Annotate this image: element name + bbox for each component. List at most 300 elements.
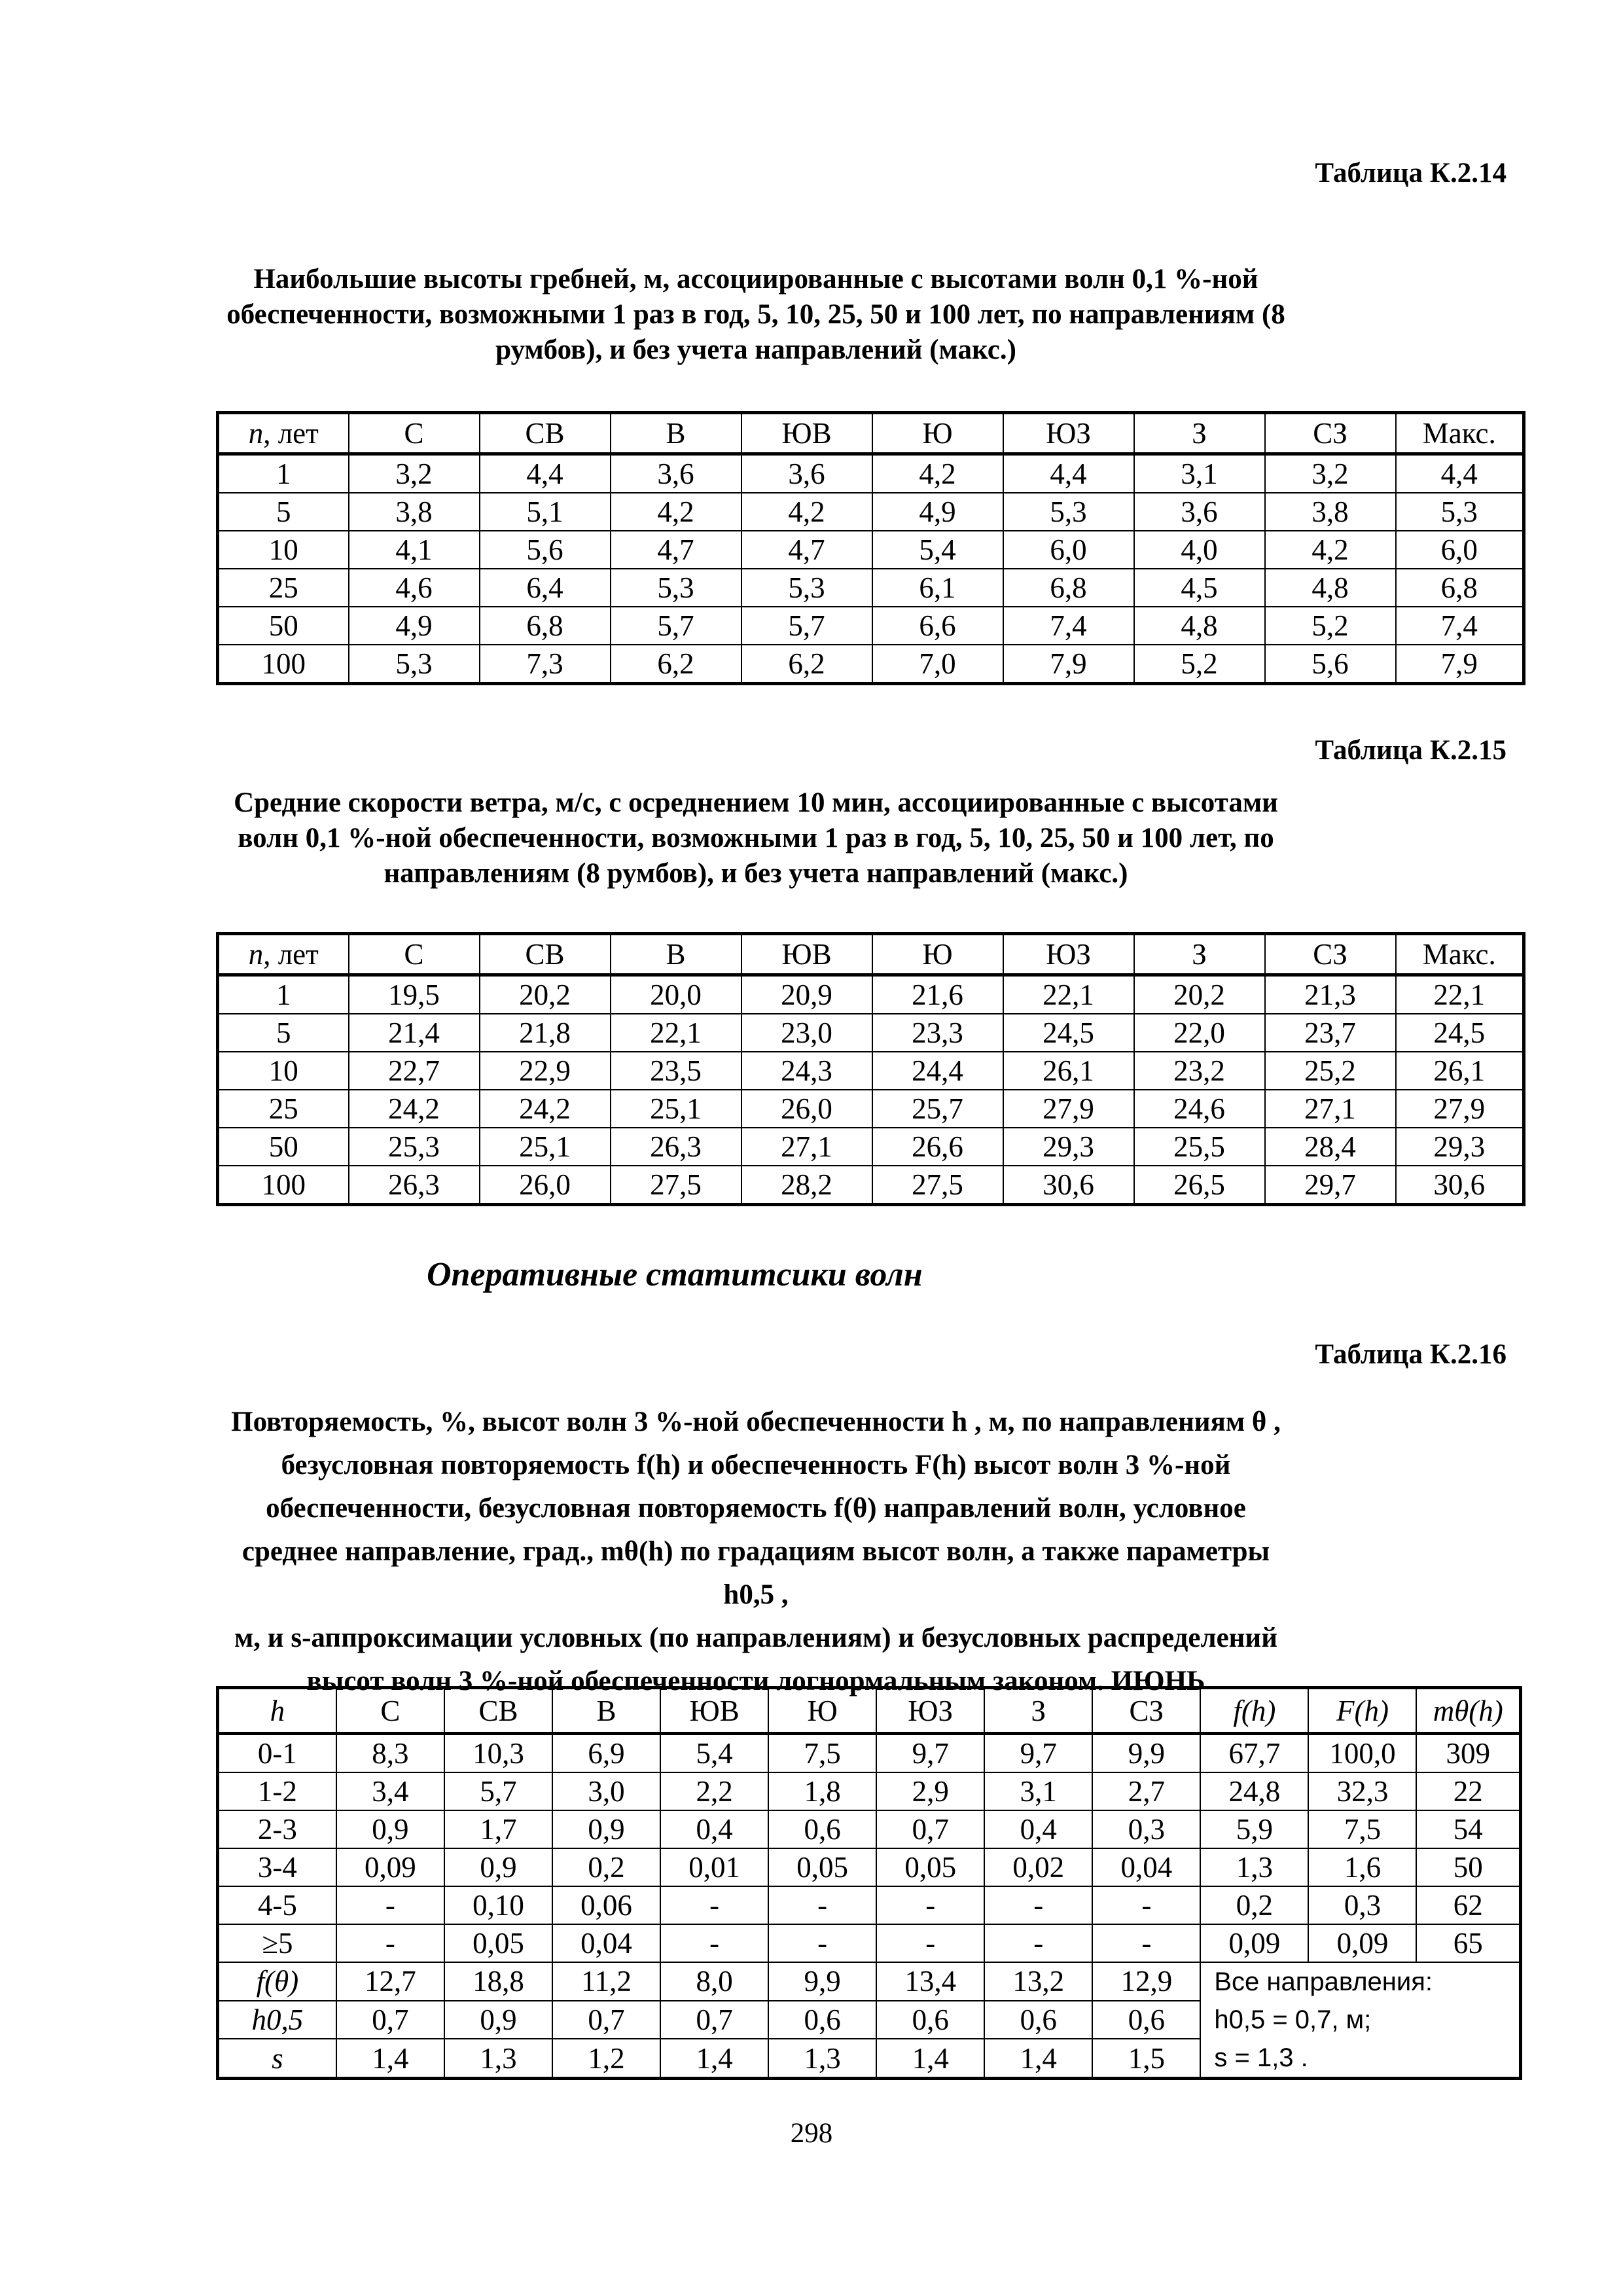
table-cell: 24,2 — [480, 1090, 611, 1128]
table-cell: 5,3 — [611, 569, 741, 607]
row-label: 3-4 — [218, 1848, 336, 1886]
table-cell: 1,3 — [1200, 1848, 1308, 1886]
table-cell: 22 — [1416, 1772, 1520, 1810]
table-cell: - — [984, 1924, 1092, 1962]
table-cell: 4,9 — [872, 493, 1003, 531]
table-cell: 67,7 — [1200, 1734, 1308, 1773]
table-cell: 26,3 — [611, 1128, 741, 1166]
table-cell: 2,7 — [1092, 1772, 1200, 1810]
table-cell: 5,4 — [872, 531, 1003, 569]
table-cell: 7,0 — [872, 645, 1003, 684]
table-cell: 5,1 — [480, 493, 611, 531]
table-14 — [216, 411, 1525, 685]
column-header: Макс. — [1396, 934, 1524, 975]
table-cell: 5,6 — [480, 531, 611, 569]
column-header: mθ(h) — [1416, 1688, 1520, 1734]
row-label: 2-3 — [218, 1810, 336, 1848]
table-cell: 0,6 — [876, 2001, 984, 2039]
table-cell: 0,9 — [552, 1810, 660, 1848]
table-cell: 29,3 — [1396, 1128, 1524, 1166]
table-cell: 24,8 — [1200, 1772, 1308, 1810]
table-row — [218, 607, 1524, 645]
table-cell: 3,2 — [1265, 454, 1396, 493]
table-cell: 27,1 — [1265, 1090, 1396, 1128]
table-header-row — [218, 1688, 1521, 1734]
table-cell: 5,2 — [1265, 607, 1396, 645]
table-cell: 9,9 — [768, 1962, 876, 2001]
column-header: Макс. — [1396, 413, 1524, 454]
table-cell: 4,4 — [1003, 454, 1134, 493]
table-cell: 8,0 — [660, 1962, 768, 2001]
table-row — [218, 1014, 1524, 1052]
table-cell: 11,2 — [552, 1962, 660, 2001]
table-cell: 29,3 — [1003, 1128, 1134, 1166]
table-16 — [216, 1686, 1522, 2080]
table-15 — [216, 932, 1525, 1206]
table-cell: 4,0 — [1134, 531, 1265, 569]
table-cell: 3,0 — [552, 1772, 660, 1810]
table-cell: 6,8 — [1003, 569, 1134, 607]
table-cell: 4,4 — [1396, 454, 1524, 493]
table-cell: 0,2 — [552, 1848, 660, 1886]
table-cell: 12,9 — [1092, 1962, 1200, 2001]
column-header: ЮЗ — [1003, 413, 1134, 454]
caption-line: м, и s-аппроксимации условных (по направлениям) и безусловных распределений — [234, 1623, 1277, 1653]
row-label: 5 — [218, 1014, 349, 1052]
caption-line: румбов), и без учета направлений (макс.) — [495, 334, 1016, 365]
all-directions-line: Все направления: — [1214, 1967, 1433, 1996]
table-cell: 5,3 — [1396, 493, 1524, 531]
column-header: СВ — [480, 413, 611, 454]
table-cell: 4,5 — [1134, 569, 1265, 607]
table-cell: 23,5 — [611, 1052, 741, 1090]
table-cell: 3,8 — [1265, 493, 1396, 531]
column-header: З — [1134, 413, 1265, 454]
table-cell: 0,01 — [660, 1848, 768, 1886]
table-cell: 0,04 — [1092, 1848, 1200, 1886]
row-label: 10 — [218, 1052, 349, 1090]
table-cell: 0,10 — [444, 1886, 552, 1924]
table-cell: 6,8 — [480, 607, 611, 645]
table-cell: 0,09 — [1308, 1924, 1416, 1962]
table-cell: 0,6 — [984, 2001, 1092, 2039]
row-label: 50 — [218, 607, 349, 645]
all-directions-cell — [1200, 1962, 1520, 2079]
column-header: Ю — [768, 1688, 876, 1734]
n-unit: , лет — [263, 417, 319, 450]
table-cell: 65 — [1416, 1924, 1520, 1962]
table-cell: 7,5 — [768, 1734, 876, 1773]
table-cell: 1,3 — [444, 2039, 552, 2078]
table-cell: 0,04 — [552, 1924, 660, 1962]
column-header: F(h) — [1308, 1688, 1416, 1734]
n-years-header — [218, 413, 349, 454]
table-cell: 9,7 — [876, 1734, 984, 1773]
table-cell: 4,8 — [1265, 569, 1396, 607]
table-cell: 4,7 — [741, 531, 872, 569]
table-cell: 28,2 — [741, 1166, 872, 1205]
column-header: Ю — [872, 934, 1003, 975]
table-row — [218, 1810, 1521, 1848]
all-directions-line: h0,5 = 0,7, м; — [1214, 2005, 1372, 2034]
column-header: З — [1134, 934, 1265, 975]
row-label: 1-2 — [218, 1772, 336, 1810]
table-cell: - — [1092, 1886, 1200, 1924]
row-label: 10 — [218, 531, 349, 569]
table-cell: 6,2 — [611, 645, 741, 684]
column-header: В — [552, 1688, 660, 1734]
table-row — [218, 1772, 1521, 1810]
table-cell: 0,3 — [1092, 1810, 1200, 1848]
column-header: С — [336, 1688, 444, 1734]
table-cell: 3,6 — [1134, 493, 1265, 531]
table-cell: 10,3 — [444, 1734, 552, 1773]
row-label: h0,5 — [218, 2001, 336, 2039]
table-cell: - — [768, 1924, 876, 1962]
table-cell: 0,2 — [1200, 1886, 1308, 1924]
table-cell: 7,9 — [1003, 645, 1134, 684]
table-cell: 8,3 — [336, 1734, 444, 1773]
table-row — [218, 531, 1524, 569]
table-cell: 27,5 — [872, 1166, 1003, 1205]
table-cell: 1,5 — [1092, 2039, 1200, 2078]
table-cell: 4,1 — [349, 531, 480, 569]
n-unit: , лет — [263, 938, 319, 971]
table-cell: 13,2 — [984, 1962, 1092, 2001]
table-cell: 22,1 — [611, 1014, 741, 1052]
table-cell: 24,4 — [872, 1052, 1003, 1090]
column-header: СВ — [480, 934, 611, 975]
table-cell: 2,9 — [876, 1772, 984, 1810]
column-header: f(h) — [1200, 1688, 1308, 1734]
n-years-header — [218, 934, 349, 975]
table-16-caption — [216, 1401, 1296, 1703]
table-row — [218, 1090, 1524, 1128]
table-cell: 4,2 — [872, 454, 1003, 493]
table-cell: 25,7 — [872, 1090, 1003, 1128]
table-cell: 54 — [1416, 1810, 1520, 1848]
table-cell: 28,4 — [1265, 1128, 1396, 1166]
column-header: СЗ — [1265, 413, 1396, 454]
table-14-caption — [216, 262, 1296, 368]
table-cell: 1,4 — [876, 2039, 984, 2078]
h-header: h — [218, 1688, 336, 1734]
table-cell: 9,7 — [984, 1734, 1092, 1773]
table-cell: - — [336, 1886, 444, 1924]
table-cell: 5,3 — [349, 645, 480, 684]
table-cell: 0,02 — [984, 1848, 1092, 1886]
table-cell: 0,05 — [876, 1848, 984, 1886]
table-cell: 0,06 — [552, 1886, 660, 1924]
table-cell: 5,3 — [741, 569, 872, 607]
table-cell: 30,6 — [1396, 1166, 1524, 1205]
row-label: f(θ) — [218, 1962, 336, 2001]
table-cell: 5,3 — [1003, 493, 1134, 531]
table-cell: 7,3 — [480, 645, 611, 684]
table-cell: 26,0 — [480, 1166, 611, 1205]
table-cell: 7,4 — [1396, 607, 1524, 645]
table-cell: 23,2 — [1134, 1052, 1265, 1090]
table-row — [218, 1848, 1521, 1886]
table-cell: 26,6 — [872, 1128, 1003, 1166]
table-cell: 0,6 — [768, 2001, 876, 2039]
table-cell: 29,7 — [1265, 1166, 1396, 1205]
row-label: 5 — [218, 493, 349, 531]
table-cell: 1,4 — [984, 2039, 1092, 2078]
table-cell: 20,2 — [480, 975, 611, 1014]
table-cell: 26,0 — [741, 1090, 872, 1128]
table-cell: 13,4 — [876, 1962, 984, 2001]
table-cell: 0,9 — [444, 2001, 552, 2039]
table-cell: 21,8 — [480, 1014, 611, 1052]
table-cell: 22,7 — [349, 1052, 480, 1090]
table-cell: - — [1092, 1924, 1200, 1962]
row-label: 25 — [218, 1090, 349, 1128]
section-title: Оперативные статитсики волн — [427, 1256, 923, 1293]
table-row — [218, 1128, 1524, 1166]
table-cell: 4,2 — [1265, 531, 1396, 569]
table-cell: 27,1 — [741, 1128, 872, 1166]
table-cell: 6,2 — [741, 645, 872, 684]
table-cell: 9,9 — [1092, 1734, 1200, 1773]
n-symbol: n — [248, 938, 264, 971]
column-header: З — [984, 1688, 1092, 1734]
column-header: СВ — [444, 1688, 552, 1734]
column-header: ЮЗ — [876, 1688, 984, 1734]
n-symbol: n — [248, 417, 264, 450]
table-cell: 1,6 — [1308, 1848, 1416, 1886]
caption-line: обеспеченности, безусловная повторяемость f(θ) направлений волн, условное — [266, 1493, 1246, 1524]
table-cell: 309 — [1416, 1734, 1520, 1773]
table-cell: 6,0 — [1396, 531, 1524, 569]
all-directions-line: s = 1,3 . — [1214, 2043, 1308, 2072]
table-cell: - — [876, 1886, 984, 1924]
table-row — [218, 1924, 1521, 1962]
table-cell: 50 — [1416, 1848, 1520, 1886]
page-number: 298 — [790, 2118, 833, 2149]
table-cell: 25,5 — [1134, 1128, 1265, 1166]
table-cell: 18,8 — [444, 1962, 552, 2001]
table-cell: 32,3 — [1308, 1772, 1416, 1810]
table-row — [218, 1886, 1521, 1924]
column-header: Ю — [872, 413, 1003, 454]
column-header: В — [611, 413, 741, 454]
table-cell: 5,2 — [1134, 645, 1265, 684]
caption-line: направлениям (8 румбов), и без учета направлений (макс.) — [383, 858, 1128, 889]
table-cell: 3,4 — [336, 1772, 444, 1810]
column-header: ЮВ — [741, 413, 872, 454]
table-cell: 0,7 — [336, 2001, 444, 2039]
table-cell: 0,6 — [768, 1810, 876, 1848]
table-cell: 26,1 — [1396, 1052, 1524, 1090]
column-header: ЮВ — [741, 934, 872, 975]
table-cell: 7,4 — [1003, 607, 1134, 645]
table-cell: 3,1 — [1134, 454, 1265, 493]
row-label: 0-1 — [218, 1734, 336, 1773]
table-cell: - — [336, 1924, 444, 1962]
table-cell: 4,6 — [349, 569, 480, 607]
table-cell: 1,4 — [660, 2039, 768, 2078]
table-header-row — [218, 413, 1524, 454]
table-cell: 20,9 — [741, 975, 872, 1014]
table-cell: 21,6 — [872, 975, 1003, 1014]
caption-line: Средние скорости ветра, м/с, с осреднением 10 мин, ассоциированные с высотами — [234, 787, 1278, 818]
row-label: 1 — [218, 454, 349, 493]
table-cell: 1,7 — [444, 1810, 552, 1848]
table-row — [218, 454, 1524, 493]
table-cell: 5,7 — [444, 1772, 552, 1810]
table-row — [218, 569, 1524, 607]
table-cell: 25,3 — [349, 1128, 480, 1166]
caption-line: безусловная повторяемость f(h) и обеспеченность F(h) высот волн 3 %-ной — [281, 1450, 1231, 1480]
table-cell: 26,1 — [1003, 1052, 1134, 1090]
table-cell: 5,7 — [611, 607, 741, 645]
table-cell: 24,5 — [1003, 1014, 1134, 1052]
table-cell: 5,6 — [1265, 645, 1396, 684]
table-cell: 27,9 — [1003, 1090, 1134, 1128]
caption-line: высот волн 3 %-ной обеспеченности логнормальным законом. ИЮНЬ — [306, 1666, 1205, 1696]
table-cell: 1,4 — [336, 2039, 444, 2078]
column-header: СЗ — [1092, 1688, 1200, 1734]
table-cell: 0,4 — [660, 1810, 768, 1848]
table-cell: 6,4 — [480, 569, 611, 607]
table-cell: 30,6 — [1003, 1166, 1134, 1205]
table-cell: 6,9 — [552, 1734, 660, 1773]
table-cell: - — [660, 1886, 768, 1924]
table-cell: 0,05 — [444, 1924, 552, 1962]
table-cell: 5,7 — [741, 607, 872, 645]
caption-line: обеспеченности, возможными 1 раз в год, 5, 10, 25, 50 и 100 лет, по направлениям (8 — [226, 299, 1285, 330]
table-cell: 22,0 — [1134, 1014, 1265, 1052]
table-cell: 4,7 — [611, 531, 741, 569]
row-label: 50 — [218, 1128, 349, 1166]
table-cell: 22,1 — [1003, 975, 1134, 1014]
table-cell: 0,3 — [1308, 1886, 1416, 1924]
table-cell: 0,9 — [336, 1810, 444, 1848]
table-cell: - — [768, 1886, 876, 1924]
table-cell: 26,5 — [1134, 1166, 1265, 1205]
table-cell: 20,2 — [1134, 975, 1265, 1014]
table-row — [218, 1052, 1524, 1090]
table-row — [218, 493, 1524, 531]
table-cell: 0,6 — [1092, 2001, 1200, 2039]
table-cell: 24,6 — [1134, 1090, 1265, 1128]
f-theta-row — [218, 1962, 1521, 2001]
table-cell: 1,3 — [768, 2039, 876, 2078]
table-cell: 5,9 — [1200, 1810, 1308, 1848]
row-label: ≥5 — [218, 1924, 336, 1962]
column-header: ЮВ — [660, 1688, 768, 1734]
table-cell: 24,2 — [349, 1090, 480, 1128]
table-cell: 19,5 — [349, 975, 480, 1014]
column-header: С — [349, 934, 480, 975]
table-cell: 21,3 — [1265, 975, 1396, 1014]
table-14-label: Таблица К.2.14 — [1315, 158, 1507, 188]
table-cell: 22,9 — [480, 1052, 611, 1090]
row-label: 4-5 — [218, 1886, 336, 1924]
table-cell: 4,9 — [349, 607, 480, 645]
table-cell: 24,3 — [741, 1052, 872, 1090]
table-cell: 3,8 — [349, 493, 480, 531]
table-header-row — [218, 934, 1524, 975]
row-label: 100 — [218, 1166, 349, 1205]
table-cell: 23,3 — [872, 1014, 1003, 1052]
row-label: 100 — [218, 645, 349, 684]
table-cell: - — [984, 1886, 1092, 1924]
table-row — [218, 1166, 1524, 1205]
table-15-label: Таблица К.2.15 — [1315, 735, 1507, 766]
table-cell: 6,1 — [872, 569, 1003, 607]
table-cell: 3,1 — [984, 1772, 1092, 1810]
caption-line: Наибольшие высоты гребней, м, ассоциированные с высотами волн 0,1 %-ной — [253, 264, 1258, 295]
table-row — [218, 645, 1524, 684]
column-header: СЗ — [1265, 934, 1396, 975]
table-cell: 6,8 — [1396, 569, 1524, 607]
table-cell: 26,3 — [349, 1166, 480, 1205]
table-cell: 20,0 — [611, 975, 741, 1014]
caption-line: волн 0,1 %-ной обеспеченности, возможными 1 раз в год, 5, 10, 25, 50 и 100 лет, по — [238, 823, 1274, 853]
table-cell: 24,5 — [1396, 1014, 1524, 1052]
table-cell: 7,9 — [1396, 645, 1524, 684]
table-cell: 25,2 — [1265, 1052, 1396, 1090]
table-cell: 1,2 — [552, 2039, 660, 2078]
table-cell: 100,0 — [1308, 1734, 1416, 1773]
table-cell: - — [876, 1924, 984, 1962]
table-cell: 22,1 — [1396, 975, 1524, 1014]
table-cell: 0,4 — [984, 1810, 1092, 1848]
table-cell: - — [660, 1924, 768, 1962]
table-cell: 23,0 — [741, 1014, 872, 1052]
table-16-label: Таблица К.2.16 — [1315, 1339, 1507, 1370]
table-row — [218, 1734, 1521, 1773]
table-cell: 5,4 — [660, 1734, 768, 1773]
table-cell: 21,4 — [349, 1014, 480, 1052]
table-cell: 0,7 — [660, 2001, 768, 2039]
row-label: 1 — [218, 975, 349, 1014]
table-cell: 62 — [1416, 1886, 1520, 1924]
table-cell: 1,8 — [768, 1772, 876, 1810]
table-cell: 27,5 — [611, 1166, 741, 1205]
table-cell: 2,2 — [660, 1772, 768, 1810]
table-15-caption — [216, 785, 1296, 891]
column-header: С — [349, 413, 480, 454]
table-cell: 4,2 — [611, 493, 741, 531]
table-cell: 3,2 — [349, 454, 480, 493]
column-header: В — [611, 934, 741, 975]
row-label: 25 — [218, 569, 349, 607]
table-cell: 4,4 — [480, 454, 611, 493]
table-cell: 0,05 — [768, 1848, 876, 1886]
table-cell: 3,6 — [611, 454, 741, 493]
table-cell: 12,7 — [336, 1962, 444, 2001]
table-cell: 25,1 — [611, 1090, 741, 1128]
table-cell: 6,6 — [872, 607, 1003, 645]
table-cell: 0,09 — [1200, 1924, 1308, 1962]
table-cell: 4,2 — [741, 493, 872, 531]
table-cell: 0,7 — [552, 2001, 660, 2039]
table-cell: 25,1 — [480, 1128, 611, 1166]
caption-line: Повторяемость, %, высот волн 3 %-ной обеспеченности h , м, по направлениям θ , — [231, 1407, 1281, 1437]
column-header: ЮЗ — [1003, 934, 1134, 975]
table-cell: 4,8 — [1134, 607, 1265, 645]
table-cell: 0,7 — [876, 1810, 984, 1848]
table-cell: 7,5 — [1308, 1810, 1416, 1848]
table-cell: 0,09 — [336, 1848, 444, 1886]
table-cell: 6,0 — [1003, 531, 1134, 569]
caption-line: среднее направление, град., mθ(h) по градациям высот волн, а также параметры h0,5 , — [241, 1536, 1270, 1610]
table-cell: 0,9 — [444, 1848, 552, 1886]
table-cell: 23,7 — [1265, 1014, 1396, 1052]
